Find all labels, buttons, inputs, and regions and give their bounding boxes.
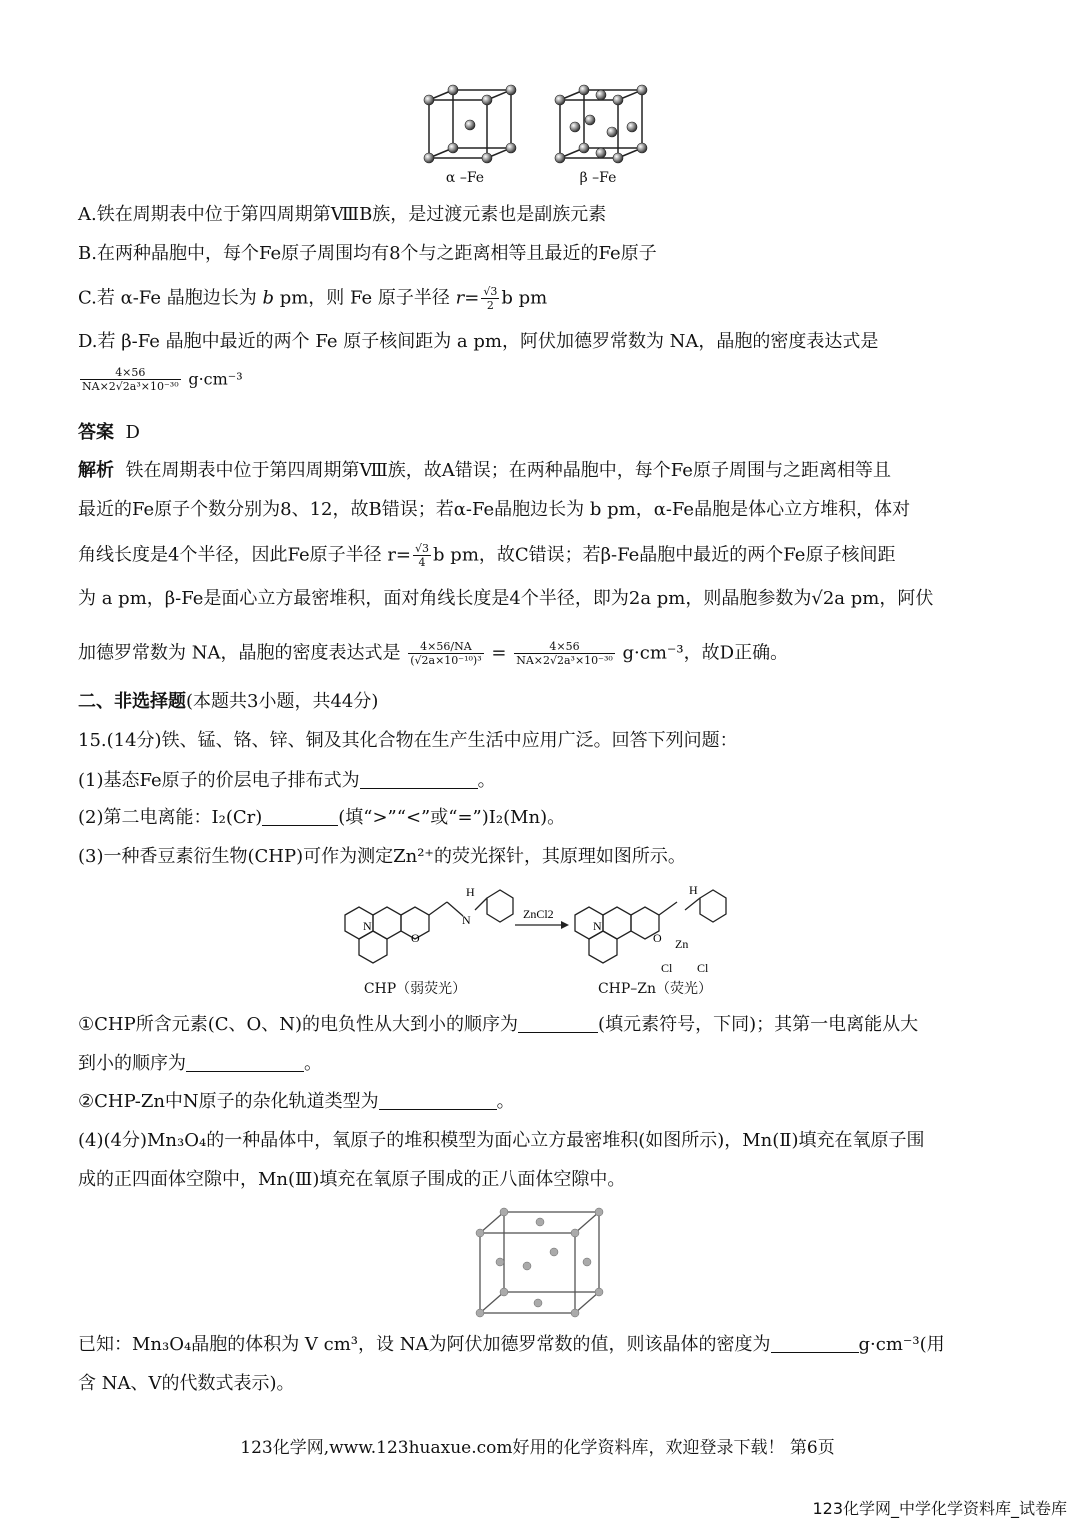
q15-part3a-mid: (填元素符号，下同)；其第一电离能从大: [598, 1014, 919, 1035]
option-c-text: C.若 α-Fe 晶胞边长为: [78, 287, 257, 309]
explanation-label: 解析: [78, 460, 114, 481]
crystal-figures: [415, 80, 665, 170]
q15-part3a2-end: 。: [304, 1053, 322, 1074]
chp-n-atom: N: [363, 919, 372, 933]
q15-part3: (3)一种香豆素衍生物(CHP)可作为测定Zn²⁺的荧光探针，其原理如图所示。: [78, 846, 686, 867]
answer-blank-6[interactable]: [771, 1334, 859, 1353]
q15-part4d: 含 NA、V的代数式表示)。: [78, 1373, 295, 1394]
chpzn-label: CHP–Zn（荧光）: [597, 981, 713, 997]
q15-part1-end: 。: [477, 770, 496, 791]
explanation-5: [78, 640, 788, 667]
q15-part1: [78, 769, 496, 793]
q15-part3b: [78, 1090, 515, 1114]
watermark: 123化学网_中学化学资料库_试卷库: [812, 1499, 1067, 1518]
cl-atom-1: Cl: [661, 961, 673, 975]
beta-fe-label: β –Fe: [579, 170, 617, 186]
q15-part1-text: (1)基态Fe原子的价层电子排布式为: [78, 770, 360, 791]
fcc-cell-figure: [470, 1200, 610, 1320]
answer-value: D: [125, 422, 140, 443]
section-title: 二、非选择题: [78, 691, 186, 712]
page-footer: 123化学网,www.123huaxue.com好用的化学资料库，欢迎登录下载！ 第6页: [240, 1438, 835, 1458]
explanation-5-fraction-2: $\frac{4\times 56}{\text{NA×2√2a³×10⁻³⁰}}$: [516, 640, 613, 667]
q15-part2-pre: (2)第二电离能：I₂(Cr): [78, 807, 263, 828]
explanation-5-fraction-1: $\frac{4\times 56/NA}{\text{(√2a×10⁻¹⁰)³}}$: [410, 640, 482, 667]
chp-h-atom: H: [466, 885, 475, 899]
zn-atom: Zn: [675, 937, 689, 951]
answer-blank-3[interactable]: [518, 1014, 598, 1033]
chp-o-atom: O: [411, 931, 420, 945]
q15-part4c-post: g·cm⁻³(用: [858, 1334, 945, 1355]
option-b: B.在两种晶胞中，每个Fe原子周围均有8个与之距离相等且最近的Fe原子: [78, 243, 657, 264]
explanation-1: [78, 459, 891, 483]
explanation-3-fraction: $\frac{√3}{4}$: [415, 542, 430, 569]
explanation-text-1: 铁在周期表中位于第四周期第Ⅷ族，故A错误；在两种晶胞中，每个Fe原子周围与之距离相等且: [125, 460, 891, 481]
chpzn-h-atom: H: [689, 883, 698, 897]
q15-part2: [78, 806, 565, 830]
q15-part2-mid: (填“>”“<”或“=”)I₂(Mn)。: [338, 807, 566, 828]
explanation-4: 为 a pm，β-Fe是面心立方最密堆积，面对角线长度是4个半径，即为2a pm，则晶胞参数为√2a pm，阿伏: [78, 588, 934, 609]
q15-part3b-end: 。: [496, 1091, 515, 1112]
answer-line: [78, 421, 140, 445]
section-heading: [78, 690, 378, 714]
q15-part3a2-text: 到小的顺序为: [78, 1053, 186, 1074]
q15-part3a: [78, 1013, 918, 1037]
q15-part4b: 成的正四面体空隙中，Mn(Ⅲ)填充在氧原子围成的正八面体空隙中。: [78, 1169, 626, 1190]
chp-reaction-scheme: [335, 880, 745, 980]
answer-blank-4[interactable]: [186, 1053, 304, 1072]
option-d-formula: [78, 366, 243, 393]
explanation-3: [78, 542, 895, 569]
explanation-3-post: b pm，故C错误；若β-Fe晶胞中最近的两个Fe原子核间距: [433, 544, 896, 566]
q15-part4a: (4)(4分)Mn₃O₄的一种晶体中，氧原子的堆积模型为面心立方最密堆积(如图所示)，Mn(Ⅱ)填充在氧原子围: [78, 1130, 925, 1151]
explanation-5-pre: 加德罗常数为 NA，晶胞的密度表达式是: [78, 642, 401, 664]
answer-blank-5[interactable]: [379, 1091, 497, 1110]
option-c-r: r: [455, 287, 465, 309]
answer-label: 答案: [78, 422, 114, 443]
option-c-fraction: $\frac{√3}{2}$: [483, 285, 498, 312]
option-a: A.铁在周期表中位于第四周期第ⅧB族，是过渡元素也是副族元素: [78, 204, 607, 225]
q15-stem: 15.(14分)铁、锰、铬、锌、铜及其化合物在生产生活中应用广泛。回答下列问题：: [78, 730, 738, 751]
cl-atom-2: Cl: [697, 961, 709, 975]
q15-part4c: [78, 1333, 945, 1357]
q15-part3a-text: ①CHP所含元素(C、O、N)的电负性从大到小的顺序为: [78, 1014, 519, 1035]
option-c: C.若 α-Fe 晶胞边长为 b pm，则 Fe 原子半径 r= $\frac{√3}{2}$ b pm: [78, 285, 548, 312]
option-d-unit: g·cm⁻³: [188, 369, 243, 389]
chpzn-o-atom: O: [653, 931, 662, 945]
option-d: D.若 β-Fe 晶胞中最近的两个 Fe 原子核间距为 a pm，阿伏加德罗常数为 NA，晶胞的密度表达式是: [78, 331, 879, 352]
section-note: (本题共3小题，共44分): [186, 691, 379, 712]
alpha-fe-label: α –Fe: [445, 170, 485, 186]
option-c-b: b: [262, 287, 274, 309]
explanation-2: 最近的Fe原子个数分别为8、12，故B错误；若α-Fe晶胞边长为 b pm，α-Fe晶胞是体心立方堆积，体对: [78, 499, 911, 520]
chp-n2-atom: N: [462, 913, 471, 927]
option-c-end: b pm: [501, 287, 548, 309]
explanation-5-post: g·cm⁻³，故D正确。: [622, 642, 789, 664]
option-d-fraction: $\frac{4\times 56}{\text{NA×2√2a³×10⁻³⁰}}$: [82, 366, 179, 393]
chp-label: CHP（弱荧光）: [363, 981, 467, 997]
chpzn-n-atom: N: [593, 919, 602, 933]
explanation-3-pre: 角线长度是4个半径，因此Fe原子半径 r=: [78, 544, 412, 566]
explanation-5-equals: =: [491, 642, 507, 664]
q15-part3a-2: [78, 1052, 322, 1076]
answer-blank-1[interactable]: [360, 770, 478, 789]
answer-blank-2[interactable]: [262, 807, 338, 826]
reagent-label: ZnCl2: [523, 907, 554, 921]
q15-part3b-text: ②CHP-Zn中N原子的杂化轨道类型为: [78, 1091, 379, 1112]
q15-part4c-pre: 已知：Mn₃O₄晶胞的体积为 V cm³，设 NA为阿伏加德罗常数的值，则该晶体的密度为: [78, 1334, 771, 1355]
option-c-mid: pm，则 Fe 原子半径: [273, 287, 450, 309]
